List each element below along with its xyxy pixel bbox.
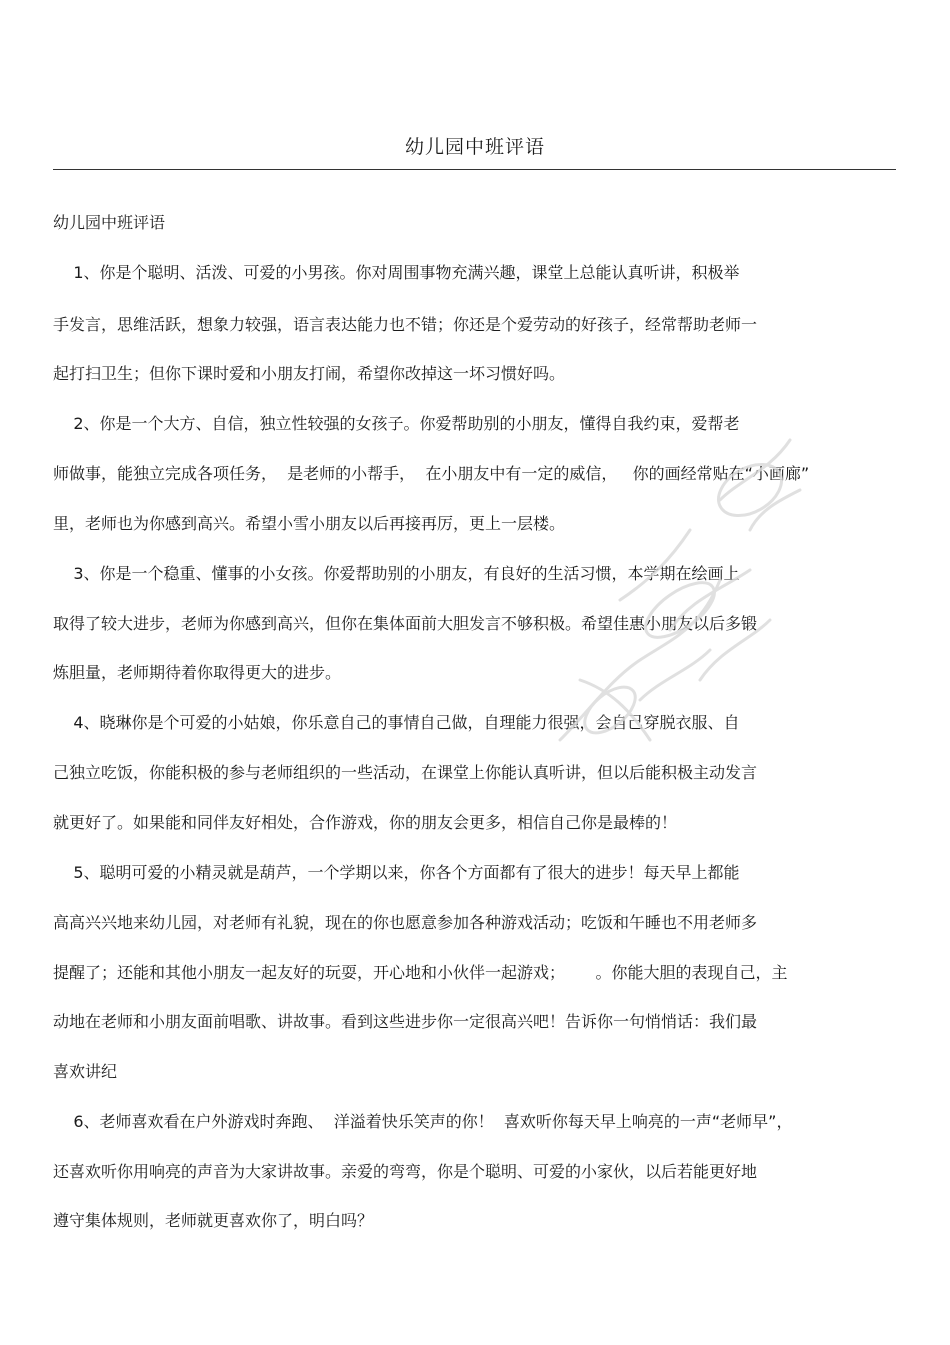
document-subtitle: 幼儿园中班评语 — [53, 213, 166, 232]
text-line: 6、老师喜欢看在户外游戏时奔跑、 洋溢着快乐笑声的你！ 喜欢听你每天早上响亮的一声“老师早”， — [53, 1112, 793, 1131]
text-line: 师做事，能独立完成各项任务， 是老师的小帮手， 在小朋友中有一定的威信， 你的画经常贴在“小画廊” — [53, 464, 810, 483]
text-line: 1、你是个聪明、活泼、可爱的小男孩。你对周围事物充满兴趣，课堂上总能认真听讲，积极举 — [53, 263, 740, 282]
text-line: 里，老师也为你感到高兴。希望小雪小朋友以后再接再厉，更上一层楼。 — [53, 514, 566, 533]
text-line: 遵守集体规则，老师就更喜欢你了，明白吗？ — [53, 1211, 374, 1230]
text-line: 提醒了；还能和其他小朋友一起友好的玩耍，开心地和小伙伴一起游戏； 。你能大胆的表现自己，主 — [53, 963, 788, 982]
title-divider — [53, 169, 896, 170]
text-line: 2、你是一个大方、自信，独立性较强的女孩子。你爱帮助别的小朋友，懂得自我约束，爱帮老 — [53, 414, 740, 433]
text-line: 5、聪明可爱的小精灵就是葫芦，一个学期以来，你各个方面都有了很大的进步！每天早上都能 — [53, 863, 740, 882]
text-line: 就更好了。如果能和同伴友好相处，合作游戏，你的朋友会更多，相信自己你是最棒的！ — [53, 813, 678, 832]
watermark-stamp — [520, 380, 820, 800]
text-line: 取得了较大进步，老师为你感到高兴，但你在集体面前大胆发言不够积极。希望佳惠小朋友以后多锻 — [53, 614, 758, 633]
text-line: 动地在老师和小朋友面前唱歌、讲故事。看到这些进步你一定很高兴吧！告诉你一句悄悄话：我们最 — [53, 1012, 758, 1031]
text-line: 手发言，思维活跃，想象力较强，语言表达能力也不错；你还是个爱劳动的好孩子，经常帮助老师一 — [53, 315, 758, 334]
text-line: 还喜欢听你用响亮的声音为大家讲故事。亲爱的弯弯，你是个聪明、可爱的小家伙，以后若能更好地 — [53, 1162, 758, 1181]
text-line: 4、晓琳你是个可爱的小姑娘，你乐意自己的事情自己做，自理能力很强，会自己穿脱衣服、自 — [53, 713, 740, 732]
text-line: 己独立吃饭，你能积极的参与老师组织的一些活动，在课堂上你能认真听讲，但以后能积极主动发言 — [53, 763, 758, 782]
text-line: 3、你是一个稳重、懂事的小女孩。你爱帮助别的小朋友，有良好的生活习惯，本学期在绘画上 — [53, 564, 740, 583]
text-line: 炼胆量，老师期待着你取得更大的进步。 — [53, 663, 342, 682]
text-line: 喜欢讲纪 — [53, 1062, 118, 1081]
text-line: 高高兴兴地来幼儿园，对老师有礼貌，现在的你也愿意参加各种游戏活动；吃饭和午睡也不用老师多 — [53, 913, 758, 932]
document-title: 幼儿园中班评语 — [404, 136, 545, 158]
text-line: 起打扫卫生；但你下课时爱和小朋友打闹，希望你改掉这一坏习惯好吗。 — [53, 364, 566, 383]
